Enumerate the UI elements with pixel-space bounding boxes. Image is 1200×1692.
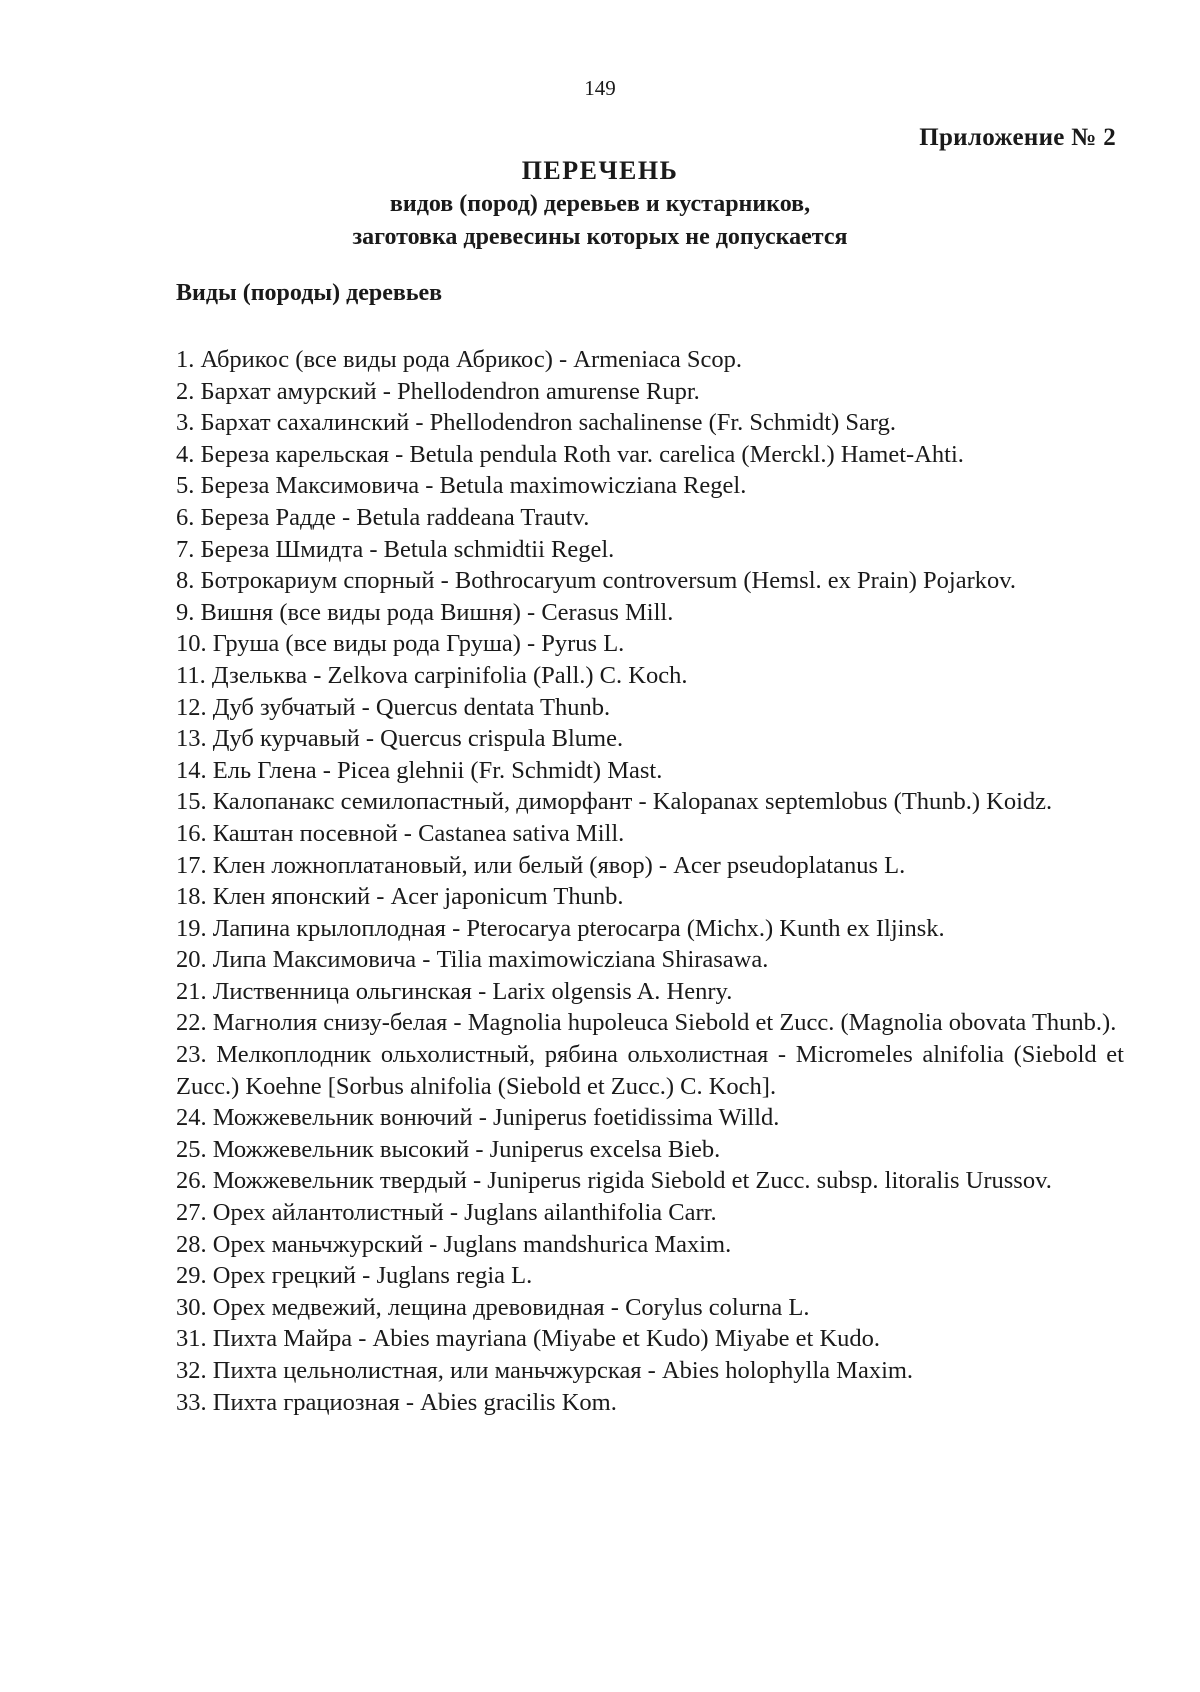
list-item: 23. Мелкоплодник ольхолистный, рябина ольхолистная - Micromeles alnifolia (Siebold et Zucc.) Koehne [Sorbus alnifolia (Siebold et Zucc.) C. Koch].	[176, 1041, 1124, 1100]
list-item: 1. Абрикос (все виды рода Абрикос) - Armeniaca Scop.	[176, 346, 742, 373]
list-item: 10. Груша (все виды рода Груша) - Pyrus L.	[176, 630, 625, 658]
list-item: 31. Пихта Майра - Abies mayriana (Miyabe et Kudo) Miyabe et Kudo.	[176, 1325, 881, 1353]
list-item: 9. Вишня (все виды рода Вишня) - Cerasus Mill.	[176, 598, 674, 626]
document-title	[0, 154, 1200, 254]
list-item: 32. Пихта цельнолистная, или маньчжурская - Abies holophylla Maxim.	[176, 1357, 914, 1384]
title-subtitle-line-2: заготовка древесины которых не допускается	[352, 224, 848, 250]
list-item: 21. Лиственница ольгинская - Larix olgensis A. Henry.	[176, 977, 733, 1005]
list-item: 16. Каштан посевной - Castanea sativa Mill.	[176, 819, 625, 847]
title-subtitle-line-1: видов (пород) деревьев и кустарников,	[389, 191, 811, 217]
list-item: 11. Дзельква - Zelkova carpinifolia (Pall.) C. Koch.	[176, 661, 688, 689]
list-item: 14. Ель Глена - Picea glehnii (Fr. Schmidt) Mast.	[176, 756, 663, 784]
list-item: 6. Береза Радде - Betula raddeana Trautv.	[176, 503, 590, 531]
list-item: 24. Можжевельник вонючий - Juniperus foetidissima Willd.	[176, 1104, 780, 1132]
list-item: 25. Можжевельник высокий - Juniperus excelsa Bieb.	[176, 1135, 721, 1163]
list-item: 15. Калопанакс семилопастный, диморфант - Kalopanax septemlobus (Thunb.) Koidz.	[176, 788, 1053, 816]
list-item: 13. Дуб курчавый - Quercus crispula Blume.	[176, 725, 624, 753]
list-item: 18. Клен японский - Acer japonicum Thunb.	[176, 883, 624, 911]
list-item: 22. Магнолия снизу-белая - Magnolia hupoleuca Siebold et Zucc. (Magnolia obovata Thunb.).	[176, 1009, 1117, 1037]
list-item: 17. Клен ложноплатановый, или белый (явор) - Acer pseudoplatanus L.	[176, 851, 906, 879]
list-item: 5. Береза Максимовича - Betula maximowicziana Regel.	[176, 472, 747, 500]
section-heading: Виды (породы) деревьев	[176, 280, 443, 306]
list-item: 33. Пихта грациозная - Abies gracilis Kom.	[176, 1388, 617, 1416]
list-item: 29. Орех грецкий - Juglans regia L.	[176, 1262, 533, 1290]
list-item: 12. Дуб зубчатый - Quercus dentata Thunb.	[176, 693, 611, 721]
list-item: 20. Липа Максимовича - Tilia maximowicziana Shirasawa.	[176, 946, 769, 974]
page-number: 149	[584, 76, 616, 100]
list-item: 27. Орех айлантолистный - Juglans ailanthifolia Carr.	[176, 1199, 717, 1227]
list-item: 3. Бархат сахалинский - Phellodendron sachalinense (Fr. Schmidt) Sarg.	[176, 409, 896, 437]
list-item: 8. Ботрокариум спорный - Bothrocaryum controversum (Hemsl. ex Prain) Pojarkov.	[176, 567, 1017, 595]
list-item: 30. Орех медвежий, лещина древовидная - Corylus colurna L.	[176, 1293, 810, 1321]
list-item: 2. Бархат амурский - Phellodendron amurense Rupr.	[176, 377, 700, 405]
list-item: 26. Можжевельник твердый - Juniperus rigida Siebold et Zucc. subsp. litoralis Urussov.	[176, 1167, 1052, 1195]
list-item: 4. Береза карельская - Betula pendula Roth var. carelica (Merckl.) Hamet-Ahti.	[176, 440, 964, 468]
list-item: 28. Орех маньчжурский - Juglans mandshurica Maxim.	[176, 1230, 732, 1258]
appendix-label: Приложение № 2	[919, 124, 1116, 151]
list-item: 19. Лапина крылоплодная - Pterocarya pterocarpa (Michx.) Kunth ex Iljinsk.	[176, 914, 945, 942]
species-list	[176, 344, 1124, 1418]
title-main: ПЕРЕЧЕНЬ	[521, 156, 679, 185]
list-item: 7. Береза Шмидта - Betula schmidtii Regel.	[176, 535, 615, 563]
